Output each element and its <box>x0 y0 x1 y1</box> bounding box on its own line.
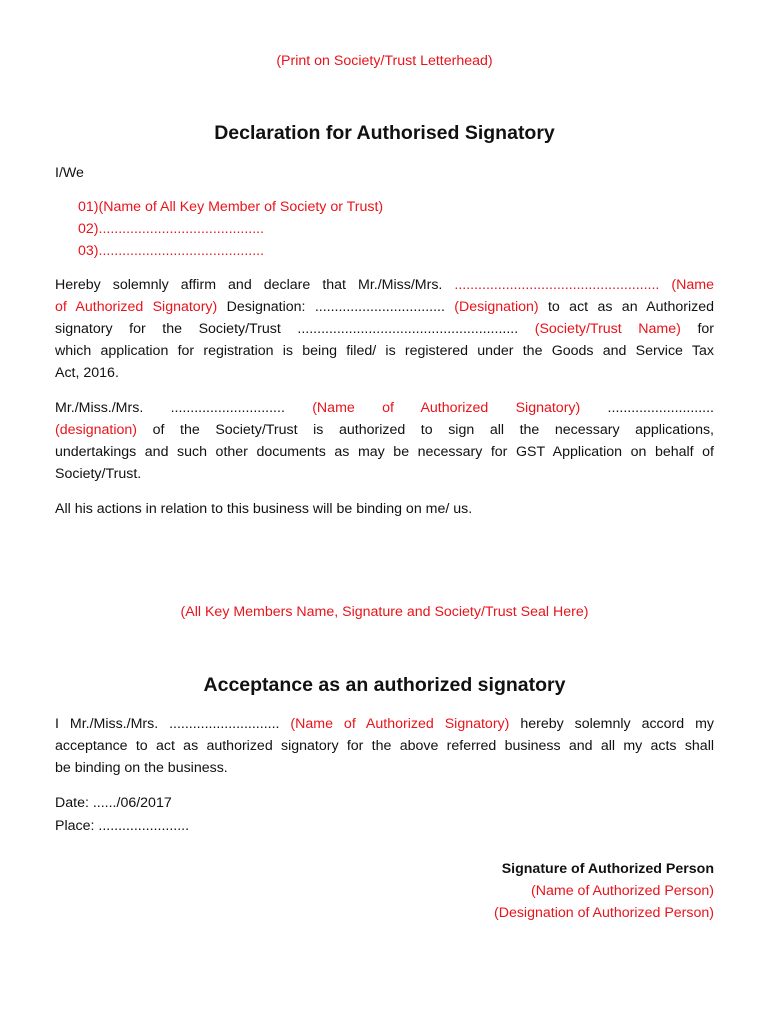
para2-line-1: Mr./Miss./Mrs. ............................. (Name of Authorized Signatory) ........................... <box>55 400 714 416</box>
declaration-paragraph-2 <box>55 397 714 485</box>
iwe-label: I/We <box>55 165 84 181</box>
member-item-3: 03).......................................... <box>78 243 265 259</box>
para2-line-3: undertakings and such other documents as may be necessary for GST Application on behalf of <box>55 444 714 460</box>
signature-name: (Name of Authorized Person) <box>531 883 714 899</box>
para2-line-4: Society/Trust. <box>55 466 142 482</box>
para1-line-4: which application for registration is being filed/ is registered under the Goods and Service Tax <box>55 343 714 359</box>
letterhead-note: (Print on Society/Trust Letterhead) <box>276 53 493 69</box>
acceptance-line-1: I Mr./Miss./Mrs. ............................ (Name of Authorized Signatory) hereby solemnly accord my <box>55 716 715 732</box>
acceptance-title: Acceptance as an authorized signatory <box>203 674 566 696</box>
member-item-2: 02).......................................... <box>78 221 265 237</box>
member-list <box>78 196 578 262</box>
signature-label: Signature of Authorized Person <box>501 861 714 877</box>
date-field: Date: ....../06/2017 <box>55 795 172 811</box>
place-field: Place: ....................... <box>55 818 190 834</box>
signature-block <box>55 858 714 924</box>
acceptance-line-3: be binding on the business. <box>55 760 228 776</box>
signature-designation: (Designation of Authorized Person) <box>493 905 714 921</box>
seal-note: (All Key Members Name, Signature and Society/Trust Seal Here) <box>180 604 589 620</box>
acceptance-line-2: acceptance to act as authorized signatory for the above referred business and all my acts shall <box>55 738 714 754</box>
acceptance-paragraph <box>55 713 714 779</box>
para1-line-2: of Authorized Signatory) Designation: ................................. (Designation) to act as an Authorized <box>55 299 714 315</box>
para1-line-1: Hereby solemnly affirm and declare that Mr./Miss/Mrs. .................................................... (Name <box>55 277 714 293</box>
member-item-1: 01)(Name of All Key Member of Society or Trust) <box>78 199 384 215</box>
binding-statement: All his actions in relation to this business will be binding on me/ us. <box>55 501 473 517</box>
para1-line-5: Act, 2016. <box>55 365 119 381</box>
para1-line-3: signatory for the Society/Trust ........................................................ (Society/Trust Name) for <box>55 321 715 337</box>
declaration-paragraph-1 <box>55 274 714 384</box>
para2-line-2: (designation) of the Society/Trust is authorized to sign all the necessary applications, <box>55 422 714 438</box>
declaration-title: Declaration for Authorised Signatory <box>214 122 555 144</box>
